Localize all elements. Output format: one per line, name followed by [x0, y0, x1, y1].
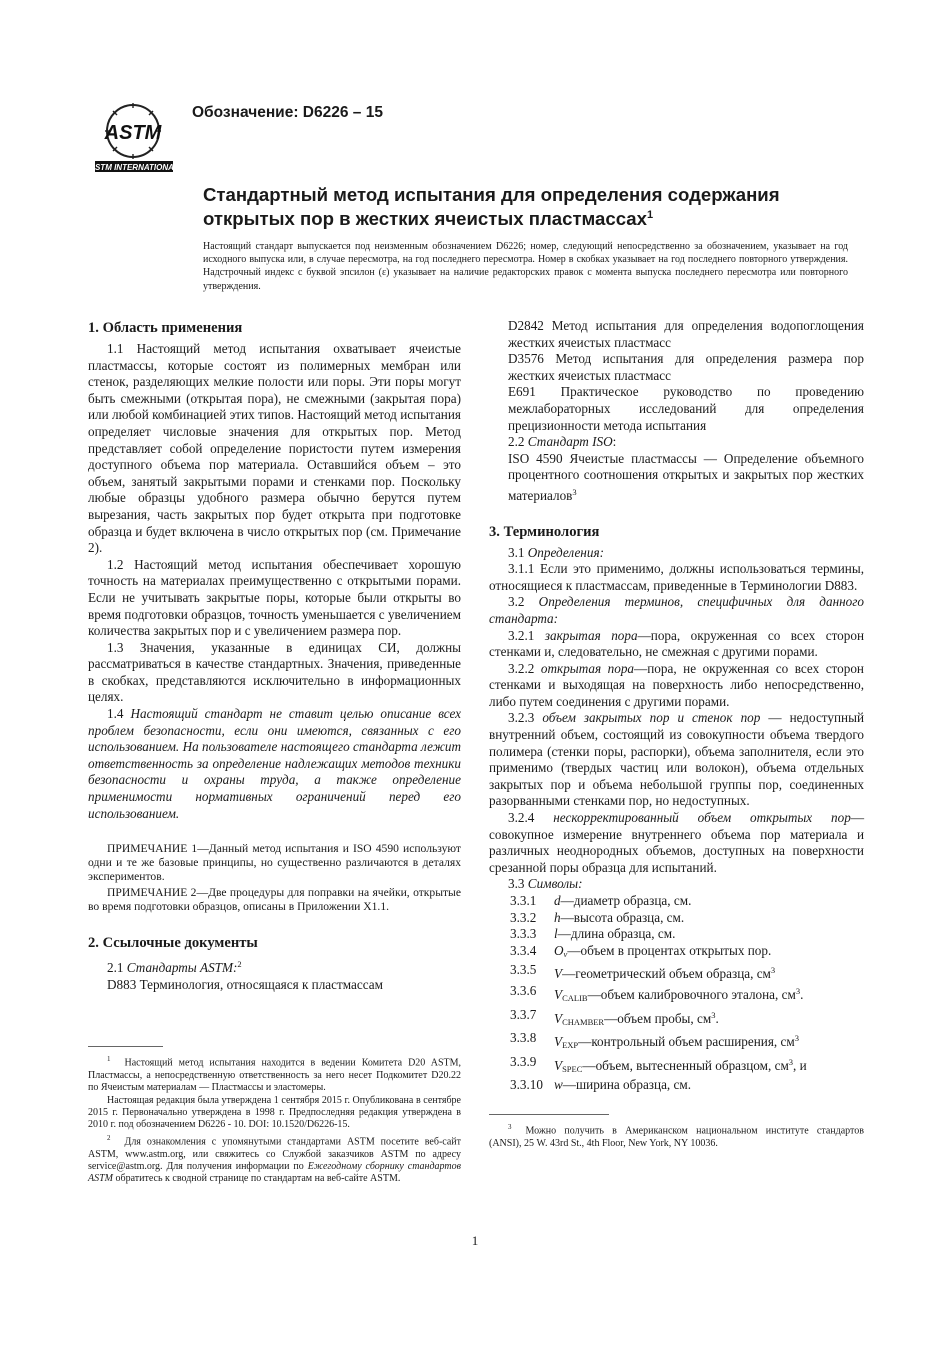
list-item: 3.3.8 $V_{EXP}—контрольный$ объем расширения, $см^3$ [510, 1030, 799, 1051]
footnote-1-approval: Настоящая редакция была утверждена 1 сентября 2015 г. Опубликована в сентябре 2015 г. Первоначально утверждена в 1998 г. Предпоследняя редакция утверждена в 2010 г. под обозначением D6226 - 10. DOI: 10.1520/D6226-15. [88, 1094, 461, 1131]
intro-paragraph: Настоящий стандарт выпускается под неизменным обозначением D6226; номер, следующий непосредственно за обозначением, указывает на год исходного выпуска или, в случае пересмотра, на год последнего пересмотра. Номер в скобках указывает на год последнего повторного утверждения. Надстрочный индекс с буквой эпсилон (ε) указывает на наличие редакторских правок с момента выпуска последнего пересмотра или повторного утверждения. [203, 241, 848, 292]
astm-logo [93, 103, 175, 173]
list-item: 3.3.3 l—длина образца, см. [510, 926, 676, 942]
reference-d3576: D3576 Метод испытания для определения размера пор жестких ячеистых пластмасс [508, 351, 864, 383]
note-2: ПРИМЕЧАНИЕ 2—Две процедуры для поправки на ячейки, открытые во время подготовки образцов, описаны в Приложении X1.1. [88, 886, 461, 914]
list-item: 3.3.10 w—ширина образца, см. [510, 1077, 692, 1093]
paragraph-3-2-4: 3.2.4 нескорректированный объем открытых пор—совокупное измерение внутреннего объема пор материала и различных неоднородных объемов, доступных на поверхности срезанной поры образца для испытаний. [489, 810, 865, 875]
section-2-heading: 2. Ссылочные документы [88, 935, 258, 952]
list-item: 3.3.9 $V_{SPEC}—объем$, вытесненный образцом, $см^3$, и [510, 1053, 807, 1074]
paragraph-1-4: 1.4 Настоящий стандарт не ставит целью описание всех проблем безопасности, если они имеются, связанных с его использованием. На пользователе настоящего стандарта лежит ответственность за определение надлежащих методов техники безопасности и охраны труда, а также определение применимости нормативных ограничений перед его использованием. [88, 706, 462, 821]
left-column [88, 319, 461, 993]
footnotes-right [489, 1114, 864, 1150]
paragraph-3-2-2: 3.2.2 открытая пора—пора, не окруженная со всех сторон стенками и выходящая на поверхность либо непосредственно, либо путем соединения с другими порами. [489, 660, 864, 709]
reference-iso4590: ISO 4590 Ячеистые пластмассы — Определение объемного процентного соотношения открытых и закрытых пор жестких материалов$^3$ [508, 450, 864, 503]
reference-d2842: D2842 Метод испытания для определения водопоглощения жестких ячеистых пластмасс [508, 318, 864, 350]
list-item: 3.3.7 $V_{CHAMBER}—объем$ пробы, $см^3$. [510, 1006, 719, 1027]
footnote-2: $^2$ Для ознакомления с упомянутыми стандартами ASTM посетите веб-сайт ASTM, www.astm.org, или свяжитесь со Службой заказчиков ASTM по адресу service@astm.org. Для получения информации по Ежегодному сборнику стандартов ASTM обратитесь к сводной странице по стандартам на веб-сайте ASTM. [88, 1133, 461, 1185]
note-1: ПРИМЕЧАНИЕ 1—Данный метод испытания и ISO 4590 используют одни и те же базовые принципы, но существенно различаются в деталях экспериментов. [88, 842, 461, 884]
reference-d883: D883 Терминология, относящаяся к пластмассам [107, 976, 383, 992]
paragraph-2-1: 2.1 Стандарты ASTM:$^2$ [107, 959, 242, 976]
paragraph-1-1: 1.1 Настоящий метод испытания охватывает ячеистые пластмассы, которые состоят из полимерных мембран или стенок, разделяющих мелкие полости или поры. Эти поры могут быть смежными (открытая пора), не смежными (закрытая пора) или любой комбинацией этих типов. Настоящий метод испытания определяет числовые значения для открытых пор. Метод представляет собой определение пористости путем измерения доступного объема пор материала. Оставшийся объем – это объем, занятый закрытыми порами и стенками пор. Поскольку любые образцы удобного размера обычно берутся путем вырезания, часть закрытых пор будет открыта при подготовке образца и будет включена в число открытых пор (см. Примечание 2). [88, 341, 461, 556]
paragraph-1-3: 1.3 Значения, указанные в единицах СИ, должны рассматриваться в качестве стандартных. Значения, приведенные в скобках, представляются исключительно в информационных целях. [88, 639, 461, 705]
svg-text:ASTM INTERNATIONAL: ASTM INTERNATIONAL [93, 163, 175, 172]
list-item: 3.3.1 d—диаметр образца, см. [510, 893, 692, 908]
list-item: 3.3.5 V—геометрический объем образца, $см^3$ [510, 962, 776, 982]
paragraph-2-2: 2.2 Стандарт ISO: [508, 434, 617, 450]
symbols-list [489, 893, 864, 1094]
section-3-heading: 3. Терминология [489, 523, 600, 540]
reference-e691: E691 Практическое руководство по проведению межлабораторных исследований для определения прецизионности метода испытания [508, 384, 864, 433]
paragraph-3-1-1: 3.1.1 Если это применимо, должны использоваться термины, относящиеся к пластмассам, приведенные в Терминологии D883. [489, 561, 864, 593]
paragraph-3-3: 3.3 Символы: [508, 876, 583, 892]
paragraph-3-2-1: 3.2.1 закрытая пора—пора, окруженная со всех сторон стенками и, следовательно, не смежная с другими порами. [489, 627, 864, 660]
footnote-rule [489, 1114, 609, 1115]
document-title: Стандартный метод испытания для определения содержания открытых пор в жестких ячеистых пластмассах$^1$ [203, 184, 780, 230]
footnote-3: $^3$ Можно получить в Американском национальном институте стандартов (ANSI), 25 W. 43rd St., 4th Floor, New York, NY 10036. [489, 1123, 864, 1149]
astm-logo-icon [93, 103, 175, 173]
right-column [489, 318, 864, 1094]
paragraph-3-1: 3.1 Определения: [508, 544, 604, 560]
list-item: 3.3.4 $O_v—объем$ в процентах открытых пор. [510, 942, 772, 959]
list-item: 3.3.2 h—высота образца, см. [510, 909, 685, 925]
paragraph-3-2: 3.2 Определения терминов, специфичных для данного стандарта: [489, 594, 864, 626]
list-item: 3.3.6 $V_{CALIB}—объем$ калибровочного эталона, $см^3$. [510, 982, 804, 1003]
section-1-heading: 1. Область применения [88, 320, 243, 336]
footnote-rule [88, 1046, 163, 1047]
paragraph-3-2-3: 3.2.3 объем закрытых пор и стенок пор — недоступный внутренний объем, состоящий из совокупности объема твердого полимера (стенки поры, распорки), объема заполнителя, если это применимо (твердых частиц или волокон), объема отдельных закрытых пор и объема небольшой группы пор, соединенных разорванными стенками пор, но недоступных. [489, 710, 865, 809]
paragraph-1-2: 1.2 Настоящий метод испытания обеспечивает хорошую точность на материалах преимущественно с открытыми порами. Если не учитывать закрытые поры, которые были открыты во время подготовки образцов, точность уменьшается с увеличением количества закрытых пор и с увеличением размера пор. [88, 556, 461, 639]
footnotes-left [88, 1046, 461, 1186]
designation: Обозначение: D6226 – 15 [192, 104, 383, 121]
svg-text:ASTM: ASTM [104, 122, 162, 144]
footnote-1: $^1$ Настоящий метод испытания находится в ведении Комитета D20 ASTM, Пластмассы, а непосредственную ответственность за него несет Подкомитет D20.22 по Ячеистым материалам — Пластмассы и эластомеры. [88, 1055, 461, 1094]
page-number: 1 [471, 1233, 479, 1248]
